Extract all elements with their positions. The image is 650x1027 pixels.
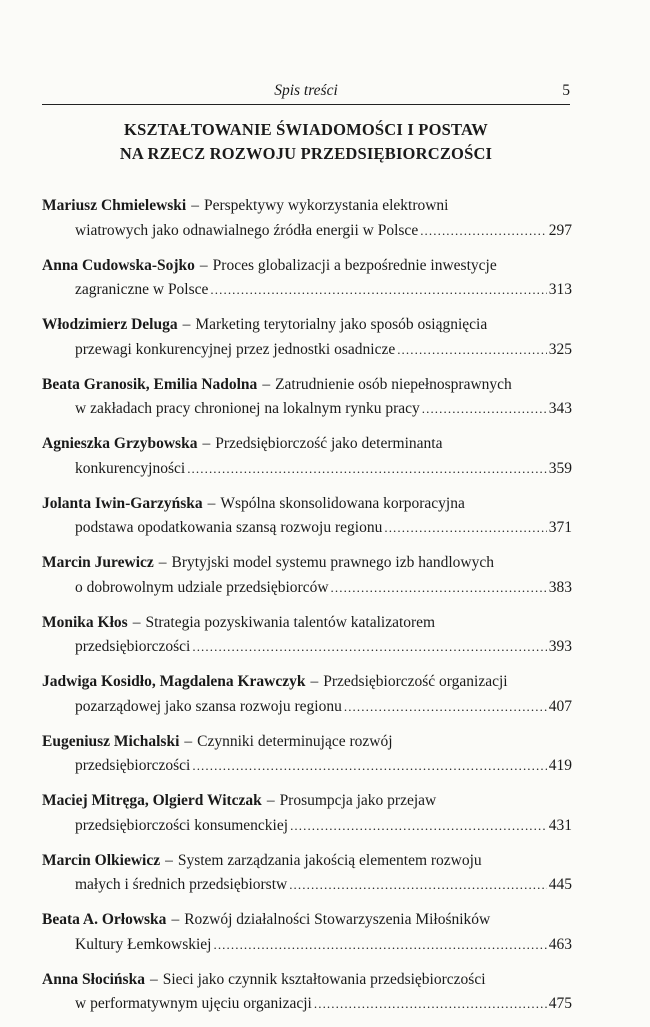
toc-author: Eugeniusz Michalski bbox=[42, 732, 180, 750]
toc-page-number: 475 bbox=[548, 995, 572, 1012]
dash-separator: – bbox=[199, 256, 208, 274]
dash-separator: – bbox=[184, 732, 193, 750]
toc-entry-second-line bbox=[42, 516, 572, 541]
toc-entry bbox=[42, 254, 572, 303]
toc-entry-first-line bbox=[42, 194, 572, 219]
toc-title-part1: Przedsiębiorczość organizacji bbox=[323, 673, 508, 690]
toc-author: Anna Słocińska bbox=[42, 970, 145, 988]
toc-author: Beata A. Orłowska bbox=[42, 911, 167, 928]
toc-entry bbox=[42, 908, 572, 957]
dot-leader bbox=[422, 397, 547, 422]
toc-entry bbox=[42, 730, 572, 779]
toc-entry bbox=[42, 432, 572, 481]
dot-leader bbox=[213, 933, 546, 958]
toc-entry-second-line bbox=[42, 754, 572, 779]
dot-leader bbox=[192, 635, 546, 660]
toc-author: Mariusz Chmielewski bbox=[42, 197, 187, 214]
toc-page-number: 325 bbox=[548, 340, 572, 358]
dot-leader bbox=[331, 576, 547, 601]
table-of-contents bbox=[42, 194, 572, 1027]
toc-title-part2: wiatrowych jako odnawialnego źródła energii w Polsce bbox=[75, 221, 419, 239]
toc-title-part1: Sieci jako czynnik kształtowania przedsiębiorczości bbox=[162, 970, 486, 988]
dot-leader bbox=[314, 992, 547, 1017]
toc-title-part1: Przedsiębiorczość jako determinanta bbox=[215, 435, 443, 452]
toc-author: Jolanta Iwin-Garzyńska bbox=[42, 494, 203, 512]
toc-page-number: 371 bbox=[548, 519, 572, 536]
toc-title-part1: Proces globalizacji a bezpośrednie inwestycje bbox=[212, 256, 497, 274]
toc-page-number: 359 bbox=[548, 459, 572, 477]
toc-page-number: 407 bbox=[548, 697, 572, 715]
toc-page-number: 431 bbox=[548, 816, 572, 834]
toc-entry-second-line bbox=[42, 933, 572, 958]
toc-title-part2: przedsiębiorczości bbox=[75, 638, 191, 655]
dash-separator: – bbox=[132, 613, 141, 631]
toc-page-number: 393 bbox=[548, 638, 572, 655]
toc-author: Marcin Olkiewicz bbox=[42, 851, 161, 869]
dot-leader bbox=[344, 695, 547, 720]
toc-entry-first-line bbox=[42, 313, 572, 338]
toc-entry bbox=[42, 373, 572, 422]
toc-entry-second-line bbox=[42, 576, 572, 601]
toc-entry-second-line bbox=[42, 397, 572, 422]
toc-title-part1: Wspólna skonsolidowana korporacyjna bbox=[220, 494, 465, 512]
toc-entry-second-line bbox=[42, 457, 572, 482]
section-heading-line1: KSZTAŁTOWANIE ŚWIADOMOŚCI I POSTAW bbox=[124, 120, 488, 139]
dash-separator: – bbox=[262, 375, 271, 393]
toc-author: Maciej Mitręga, Olgierd Witczak bbox=[42, 792, 262, 809]
toc-title-part2: o dobrowolnym udziale przedsiębiorców bbox=[75, 578, 329, 596]
dash-separator: – bbox=[202, 435, 211, 452]
toc-entry-first-line bbox=[42, 254, 572, 279]
toc-entry-second-line bbox=[42, 635, 572, 660]
toc-entry-second-line bbox=[42, 695, 572, 720]
toc-entry-second-line bbox=[42, 992, 572, 1017]
toc-entry-second-line bbox=[42, 338, 572, 363]
dot-leader bbox=[384, 516, 546, 541]
toc-author: Marcin Jurewicz bbox=[42, 554, 154, 571]
section-heading-line2: NA RZECZ ROZWOJU PRZEDSIĘBIORCZOŚCI bbox=[119, 144, 493, 163]
toc-page-number: 343 bbox=[548, 400, 572, 417]
dash-separator: – bbox=[149, 970, 158, 988]
toc-title-part1: Brytyjski model systemu prawnego izb handlowych bbox=[171, 554, 494, 571]
section-heading bbox=[42, 118, 570, 166]
toc-page-number: 383 bbox=[548, 578, 572, 596]
toc-author: Beata Granosik, Emilia Nadolna bbox=[42, 375, 258, 393]
dot-leader bbox=[289, 873, 547, 898]
toc-title-part2: przewagi konkurencyjnej przez jednostki osadnicze bbox=[75, 340, 396, 358]
page-number: 5 bbox=[562, 82, 570, 99]
toc-entry bbox=[42, 789, 572, 838]
running-title: Spis treści bbox=[274, 82, 338, 99]
toc-entry-first-line bbox=[42, 849, 572, 874]
toc-entry-second-line bbox=[42, 814, 572, 839]
dot-leader bbox=[397, 338, 547, 363]
toc-title-part2: pozarządowej jako szansa rozwoju regionu bbox=[75, 697, 342, 715]
toc-entry-first-line bbox=[42, 789, 572, 814]
toc-entry-first-line bbox=[42, 432, 572, 457]
toc-author: Anna Cudowska-Sojko bbox=[42, 256, 195, 274]
toc-entry-first-line bbox=[42, 551, 572, 576]
toc-entry-first-line bbox=[42, 611, 572, 636]
toc-title-part2: podstawa opodatkowania szansą rozwoju regionu bbox=[75, 519, 383, 536]
toc-page-number: 445 bbox=[548, 876, 572, 893]
toc-title-part1: System zarządzania jakością elementem rozwoju bbox=[177, 851, 482, 869]
dot-leader bbox=[290, 814, 547, 839]
toc-entry bbox=[42, 849, 572, 898]
toc-page-number: 419 bbox=[548, 757, 572, 774]
dash-separator: – bbox=[310, 673, 319, 690]
toc-page-number: 463 bbox=[548, 935, 572, 953]
toc-author: Monika Kłos bbox=[42, 613, 128, 631]
toc-title-part2: Kultury Łemkowskiej bbox=[75, 935, 212, 953]
toc-entry-first-line bbox=[42, 373, 572, 398]
toc-title-part1: Strategia pozyskiwania talentów katalizatorem bbox=[145, 613, 436, 631]
dot-leader bbox=[210, 278, 546, 303]
running-header bbox=[42, 80, 570, 105]
toc-title-part2: w performatywnym ujęciu organizacji bbox=[75, 995, 312, 1012]
toc-entry bbox=[42, 492, 572, 541]
toc-title-part2: przedsiębiorczości konsumenckiej bbox=[75, 816, 289, 834]
toc-title-part1: Czynniki determinujące rozwój bbox=[197, 732, 393, 750]
toc-title-part2: małych i średnich przedsiębiorstw bbox=[75, 876, 288, 893]
dot-leader bbox=[192, 754, 546, 779]
toc-title-part2: konkurencyjności bbox=[75, 459, 186, 477]
toc-author: Agnieszka Grzybowska bbox=[42, 435, 198, 452]
toc-entry-second-line bbox=[42, 873, 572, 898]
toc-entry bbox=[42, 670, 572, 719]
toc-entry-second-line bbox=[42, 278, 572, 303]
dash-separator: – bbox=[158, 554, 167, 571]
dot-leader bbox=[420, 219, 547, 244]
toc-title-part1: Marketing terytorialny jako sposób osiągnięcia bbox=[195, 316, 488, 333]
toc-title-part2: zagraniczne w Polsce bbox=[75, 281, 209, 298]
toc-page-number: 297 bbox=[548, 221, 572, 239]
dash-separator: – bbox=[191, 197, 199, 214]
toc-title-part1: Rozwój działalności Stowarzyszenia Miłośników bbox=[184, 911, 491, 928]
toc-entry bbox=[42, 551, 572, 600]
toc-entry bbox=[42, 968, 572, 1017]
toc-entry-first-line bbox=[42, 670, 572, 695]
toc-entry bbox=[42, 611, 572, 660]
dash-separator: – bbox=[165, 851, 173, 869]
dash-separator: – bbox=[266, 792, 275, 809]
toc-entry-first-line bbox=[42, 968, 572, 993]
toc-title-part1: Perspektywy wykorzystania elektrowni bbox=[203, 197, 449, 214]
toc-page-number: 313 bbox=[548, 281, 572, 298]
toc-entry bbox=[42, 194, 572, 243]
dash-separator: – bbox=[182, 316, 191, 333]
toc-author: Włodzimierz Deluga bbox=[42, 316, 178, 333]
dash-separator: – bbox=[171, 911, 180, 928]
toc-title-part1: Prosumpcja jako przejaw bbox=[279, 792, 437, 809]
dot-leader bbox=[187, 457, 547, 482]
dash-separator: – bbox=[207, 494, 216, 512]
toc-entry-first-line bbox=[42, 492, 572, 517]
toc-title-part2: w zakładach pracy chronionej na lokalnym rynku pracy bbox=[75, 400, 420, 417]
toc-entry-first-line bbox=[42, 908, 572, 933]
toc-entry bbox=[42, 313, 572, 362]
toc-title-part2: przedsiębiorczości bbox=[75, 757, 191, 774]
toc-entry-first-line bbox=[42, 730, 572, 755]
toc-author: Jadwiga Kosidło, Magdalena Krawczyk bbox=[42, 673, 306, 690]
toc-entry-second-line bbox=[42, 219, 572, 244]
toc-title-part1: Zatrudnienie osób niepełnosprawnych bbox=[275, 375, 512, 393]
